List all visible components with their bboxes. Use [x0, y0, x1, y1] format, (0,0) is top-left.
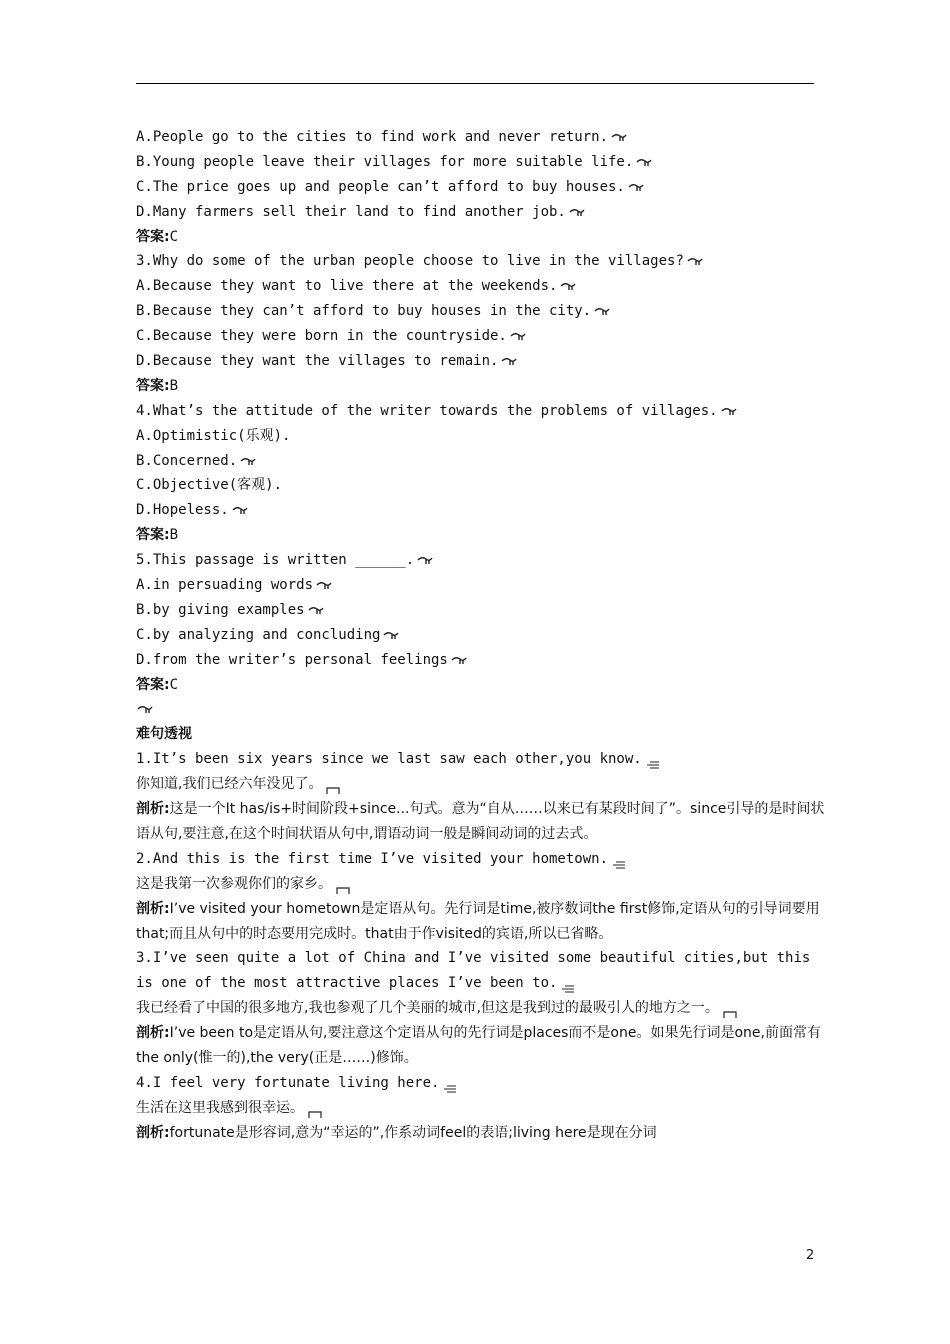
paragraph-mark-icon: [307, 605, 325, 615]
q4-option-b: B.Concerned.: [136, 449, 826, 474]
q2-option-d: D.Many farmers sell their land to find another job.: [136, 200, 826, 225]
q4-answer: 答案:B: [136, 527, 179, 544]
page-number: 2: [806, 1248, 815, 1263]
paragraph-mark-icon: [635, 157, 653, 167]
line-break-icon: [646, 754, 660, 764]
sentence-3-analysis: 剖析:I’ve been to是定语从句,要注意这个定语从句的先行词是places而不是one。如果先行词是one,前面常有the only(惟一的),the very(正是……)修饰。: [136, 1025, 821, 1067]
header-rule: [136, 83, 814, 84]
q3-option-d: D.Because they want the villages to remain.: [136, 349, 826, 374]
q2-answer: 答案:C: [136, 228, 179, 245]
sentence-3-cn: 我已经看了中国的很多地方,我也参观了几个美丽的城市,但这是我到过的最吸引人的地方之一。: [136, 996, 826, 1021]
paragraph-mark-icon: [610, 132, 628, 142]
paragraph-mark-icon: [559, 281, 577, 291]
q4-option-a: A.Optimistic(乐观).: [136, 427, 291, 444]
line-break-icon: [612, 854, 626, 864]
paragraph-mark-icon: [315, 580, 333, 590]
line-end-icon: [723, 1003, 737, 1013]
q4-question: 4.What’s the attitude of the writer towards the problems of villages.: [136, 399, 826, 424]
sentence-3-en: 3.I’ve seen quite a lot of China and I’ve visited some beautiful cities,but this is one of the most attractive places I’ve been to.: [136, 950, 811, 992]
paragraph-mark-icon: [136, 704, 154, 714]
paragraph-mark-icon: [382, 630, 400, 640]
q3-question: 3.Why do some of the urban people choose to live in the villages?: [136, 249, 826, 274]
q5-question: 5.This passage is written ______.: [136, 548, 826, 573]
sentence-2-cn: 这是我第一次参观你们的家乡。: [136, 872, 826, 897]
q5-option-a: A.in persuading words: [136, 573, 826, 598]
q5-option-c: C.by analyzing and concluding: [136, 623, 826, 648]
line-break-icon: [443, 1078, 457, 1088]
sentence-2-analysis: 剖析:I’ve visited your hometown是定语从句。先行词是time,被序数词the first修饰,定语从句的引导词要用that;而且从句中的时态要用完成时。that由于作visited的宾语,所以已省略。: [136, 900, 820, 942]
q5-option-d: D.from the writer’s personal feelings: [136, 648, 826, 673]
sentence-4-cn: 生活在这里我感到很幸运。: [136, 1096, 826, 1121]
q5-answer: 答案:C: [136, 676, 179, 693]
line-end-icon: [308, 1103, 322, 1113]
q3-answer: 答案:B: [136, 377, 179, 394]
paragraph-mark-icon: [239, 456, 257, 466]
sentence-1-analysis: 剖析:这是一个It has/is+时间阶段+since...句式。意为“自从……以来已有某段时间了”。since引导的是时间状语从句,要注意,在这个时间状语从句中,谓语动词一般是瞬间动词的过去式。: [136, 801, 825, 842]
paragraph-mark-icon: [450, 655, 468, 665]
sentence-2-en: 2.And this is the first time I’ve visited your hometown.: [136, 847, 826, 872]
line-end-icon: [326, 779, 340, 789]
paragraph-mark-icon: [568, 207, 586, 217]
paragraph-mark-icon: [416, 555, 434, 565]
sentence-1-cn: 你知道,我们已经六年没见了。: [136, 772, 826, 797]
paragraph-mark-icon: [231, 505, 249, 515]
paragraph-mark-icon: [500, 356, 518, 366]
section-title: 难句透视: [136, 726, 192, 743]
q5-option-b: B.by giving examples: [136, 598, 826, 623]
line-break-icon: [561, 978, 575, 988]
q4-option-c: C.Objective(客观).: [136, 477, 283, 494]
paragraph-mark-icon: [627, 182, 645, 192]
q3-option-c: C.Because they were born in the countryside.: [136, 324, 826, 349]
page-content: [136, 125, 826, 1146]
paragraph-mark-icon: [686, 256, 704, 266]
q4-option-d: D.Hopeless.: [136, 498, 826, 523]
blank-line: [136, 697, 826, 722]
q3-option-b: B.Because they can’t afford to buy houses in the city.: [136, 299, 826, 324]
paragraph-mark-icon: [720, 406, 738, 416]
sentence-4-en: 4.I feel very fortunate living here.: [136, 1071, 826, 1096]
paragraph-mark-icon: [593, 306, 611, 316]
q2-option-b: B.Young people leave their villages for more suitable life.: [136, 150, 826, 175]
line-end-icon: [336, 879, 350, 889]
paragraph-mark-icon: [509, 331, 527, 341]
q3-option-a: A.Because they want to live there at the weekends.: [136, 274, 826, 299]
sentence-4-analysis: 剖析:fortunate是形容词,意为“幸运的”,作系动词feel的表语;living here是现在分词: [136, 1124, 657, 1141]
sentence-1-en: 1.It’s been six years since we last saw each other,you know.: [136, 747, 826, 772]
q2-option-a: A.People go to the cities to find work and never return.: [136, 125, 826, 150]
q2-option-c: C.The price goes up and people can’t afford to buy houses.: [136, 175, 826, 200]
